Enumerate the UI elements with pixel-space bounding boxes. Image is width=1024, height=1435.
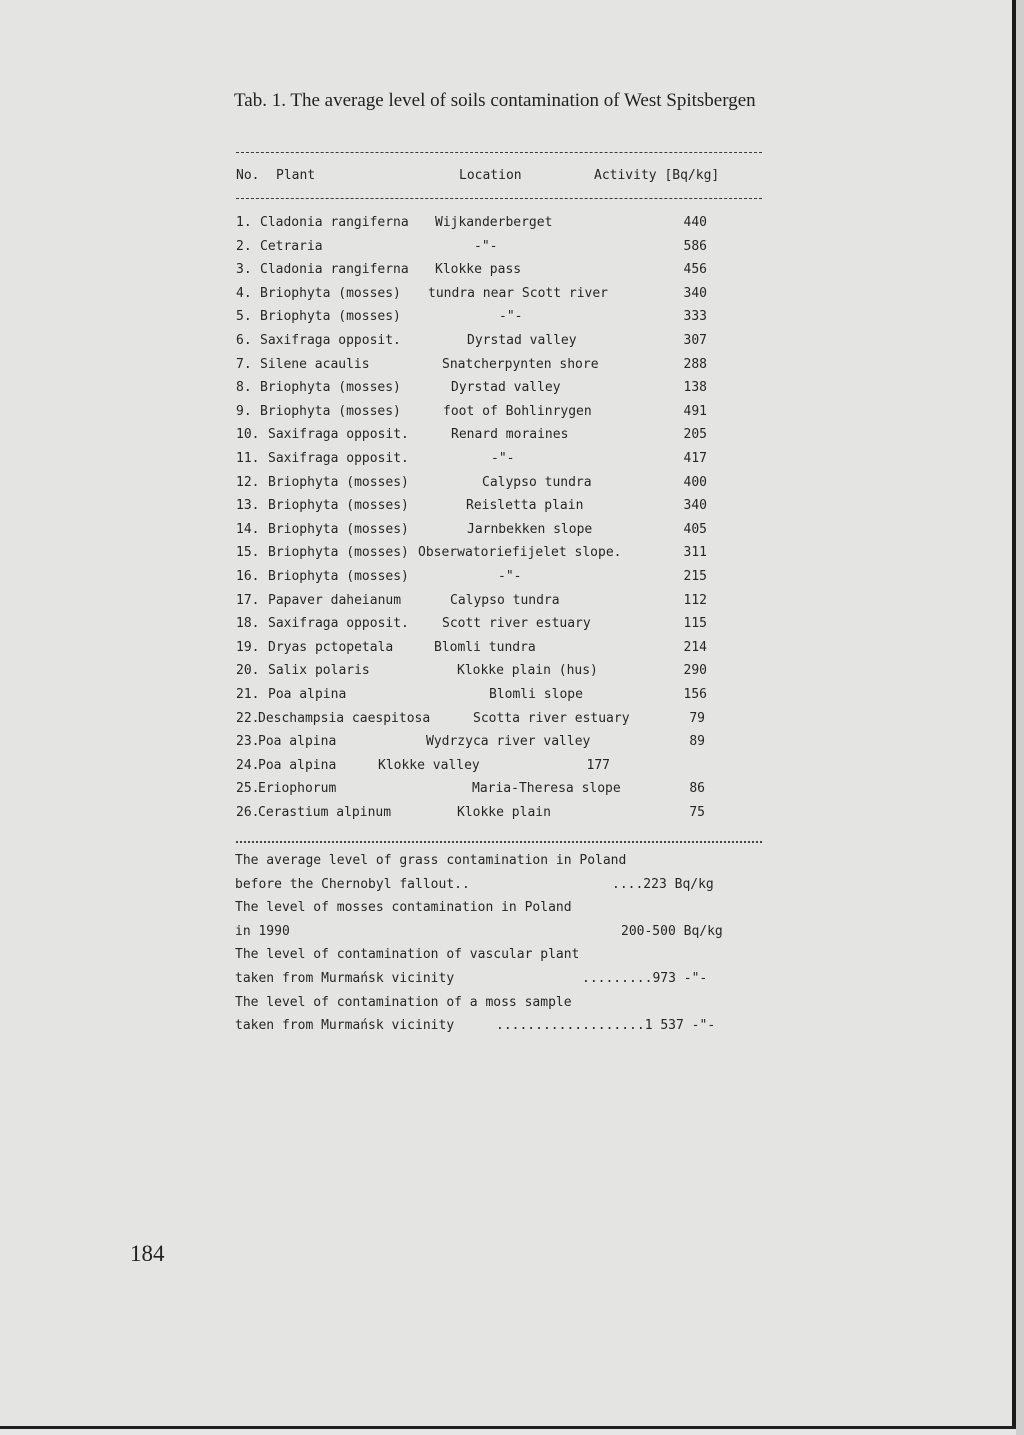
note-label: The average level of grass contamination in Poland xyxy=(235,853,627,868)
activity-value: 586 xyxy=(683,238,707,254)
row-number: 17. xyxy=(236,592,260,608)
activity-value: 138 xyxy=(683,380,707,396)
header-plant: Plant xyxy=(276,168,316,183)
row-number: 20. xyxy=(236,663,260,679)
header-rule-bottom xyxy=(236,198,762,199)
location-name: Maria-Theresa slope xyxy=(472,781,621,797)
note-label: The level of contamination of a moss sample xyxy=(235,994,572,1010)
plant-name: Cladonia rangiferna xyxy=(260,262,409,278)
location-name: Calypso tundra xyxy=(450,592,560,608)
activity-value: 115 xyxy=(683,616,707,632)
location-name: Wydrzyca river valley xyxy=(426,734,591,750)
note-label: The level of contamination of vascular plant xyxy=(235,947,580,963)
row-number: 4. xyxy=(236,285,252,301)
plant-name: Briophyta (mosses) xyxy=(268,474,409,490)
location-name: -"- xyxy=(498,569,522,584)
activity-value: 456 xyxy=(683,262,707,278)
location-name: Renard moraines xyxy=(451,427,569,443)
note-sublabel: in 1990 xyxy=(235,923,290,939)
location-name: Scotta river estuary xyxy=(473,710,630,726)
plant-name: Poa alpina xyxy=(258,734,337,750)
page-number: 184 xyxy=(130,1241,165,1266)
location-name: tundra near Scott river xyxy=(428,285,609,301)
location-name: Blomli slope xyxy=(489,687,583,702)
location-name: Klokke valley xyxy=(378,757,480,773)
plant-name: Briophyta (mosses) xyxy=(260,309,401,325)
row-number: 8. xyxy=(236,380,252,396)
activity-value: 177 xyxy=(586,757,610,773)
header-rule-top xyxy=(236,152,762,153)
row-number: 13. xyxy=(236,498,260,514)
activity-value: 156 xyxy=(683,687,707,702)
note-value: 200-500 Bq/kg xyxy=(621,923,723,939)
plant-name: Dryas pctopetala xyxy=(268,639,394,655)
activity-value: 86 xyxy=(689,781,705,797)
plant-name: Briophyta (mosses) xyxy=(268,498,409,514)
note-sublabel: taken from Murmańsk vicinity xyxy=(235,971,455,986)
location-name: -"- xyxy=(499,309,523,325)
row-number: 1. xyxy=(236,215,252,230)
location-name: -"- xyxy=(474,238,498,254)
plant-name: Briophyta (mosses) xyxy=(260,285,401,301)
location-name: Snatcherpynten shore xyxy=(442,356,599,372)
location-name: Dyrstad valley xyxy=(467,333,577,348)
plant-name: Papaver daheianum xyxy=(268,592,402,608)
note-value: ...................1 537 -"- xyxy=(496,1018,716,1034)
activity-value: 215 xyxy=(683,569,707,584)
row-number: 25. xyxy=(236,781,260,797)
header-no: No. xyxy=(236,168,260,183)
plant-name: Saxifraga opposit. xyxy=(268,427,409,443)
plant-name: Briophyta (mosses) xyxy=(260,403,401,419)
activity-value: 290 xyxy=(683,663,707,679)
scan-edge-bottom xyxy=(0,1426,1016,1429)
row-number: 2. xyxy=(236,238,252,254)
table-title: Tab. 1. The average level of soils contamination of West Spitsbergen xyxy=(234,90,756,111)
row-number: 23. xyxy=(236,734,260,750)
plant-name: Deschampsia caespitosa xyxy=(258,710,431,726)
header-location: Location xyxy=(459,168,522,183)
plant-name: Silene acaulis xyxy=(260,356,370,372)
note-sublabel: taken from Murmańsk vicinity xyxy=(235,1018,455,1034)
plant-name: Briophyta (mosses) xyxy=(268,545,409,561)
note-value: ....223 Bq/kg xyxy=(612,876,714,892)
location-name: Jarnbekken slope xyxy=(467,521,593,537)
plant-name: Eriophorum xyxy=(258,781,337,797)
plant-name: Poa alpina xyxy=(268,687,347,702)
row-number: 21. xyxy=(236,687,260,702)
location-name: Dyrstad valley xyxy=(451,380,561,396)
note-label: The level of mosses contamination in Poland xyxy=(235,900,572,916)
location-name: foot of Bohlinrygen xyxy=(443,403,592,419)
activity-value: 205 xyxy=(683,427,707,443)
row-number: 6. xyxy=(236,333,252,348)
location-name: Scott river estuary xyxy=(442,616,591,632)
scan-margin-strip xyxy=(1016,0,1024,1435)
activity-value: 491 xyxy=(683,403,707,419)
activity-value: 112 xyxy=(683,592,707,608)
row-number: 5. xyxy=(236,309,252,325)
row-number: 7. xyxy=(236,356,252,372)
activity-value: 340 xyxy=(683,498,707,514)
activity-value: 440 xyxy=(683,215,707,230)
plant-name: Saxifraga opposit. xyxy=(268,616,409,632)
note-value: .........973 -"- xyxy=(582,971,708,986)
activity-value: 307 xyxy=(683,333,707,348)
location-name: Obserwatoriefijelet slope. xyxy=(418,545,622,561)
row-number: 18. xyxy=(236,616,260,632)
location-name: Wijkanderberget xyxy=(435,215,553,230)
location-name: Klokke pass xyxy=(435,262,522,278)
plant-name: Salix polaris xyxy=(268,663,370,679)
location-name: -"- xyxy=(491,451,515,466)
activity-value: 417 xyxy=(683,451,707,466)
location-name: Klokke plain xyxy=(457,805,551,820)
row-number: 19. xyxy=(236,639,260,655)
row-number: 3. xyxy=(236,262,252,278)
activity-value: 288 xyxy=(683,356,707,372)
row-number: 24. xyxy=(236,757,260,773)
row-number: 16. xyxy=(236,569,260,584)
plant-name: Briophyta (mosses) xyxy=(260,380,401,396)
plant-name: Poa alpina xyxy=(258,757,337,773)
row-number: 11. xyxy=(236,451,260,466)
activity-value: 89 xyxy=(689,734,705,750)
row-number: 12. xyxy=(236,474,260,490)
location-name: Reisletta plain xyxy=(466,498,584,514)
row-number: 26. xyxy=(236,805,260,820)
plant-name: Saxifraga opposit. xyxy=(268,451,409,466)
row-number: 10. xyxy=(236,427,260,443)
row-number: 9. xyxy=(236,403,252,419)
plant-name: Cerastium alpinum xyxy=(258,805,392,820)
table-end-rule xyxy=(236,841,762,843)
row-number: 15. xyxy=(236,545,260,561)
location-name: Calypso tundra xyxy=(482,474,592,490)
note-sublabel: before the Chernobyl fallout.. xyxy=(235,876,470,892)
header-activity: Activity [Bq/kg] xyxy=(594,168,720,183)
row-number: 14. xyxy=(236,521,260,537)
location-name: Blomli tundra xyxy=(434,639,536,655)
activity-value: 400 xyxy=(683,474,707,490)
activity-value: 340 xyxy=(683,285,707,301)
plant-name: Saxifraga opposit. xyxy=(260,333,401,348)
activity-value: 333 xyxy=(683,309,707,325)
activity-value: 79 xyxy=(689,710,705,726)
activity-value: 405 xyxy=(683,521,707,537)
plant-name: Briophyta (mosses) xyxy=(268,521,409,537)
row-number: 22. xyxy=(236,710,260,726)
plant-name: Cetraria xyxy=(260,238,323,254)
location-name: Klokke plain (hus) xyxy=(457,663,598,679)
plant-name: Cladonia rangiferna xyxy=(260,215,409,230)
activity-value: 75 xyxy=(689,805,705,820)
activity-value: 214 xyxy=(683,639,707,655)
plant-name: Briophyta (mosses) xyxy=(268,569,409,584)
activity-value: 311 xyxy=(683,545,707,561)
